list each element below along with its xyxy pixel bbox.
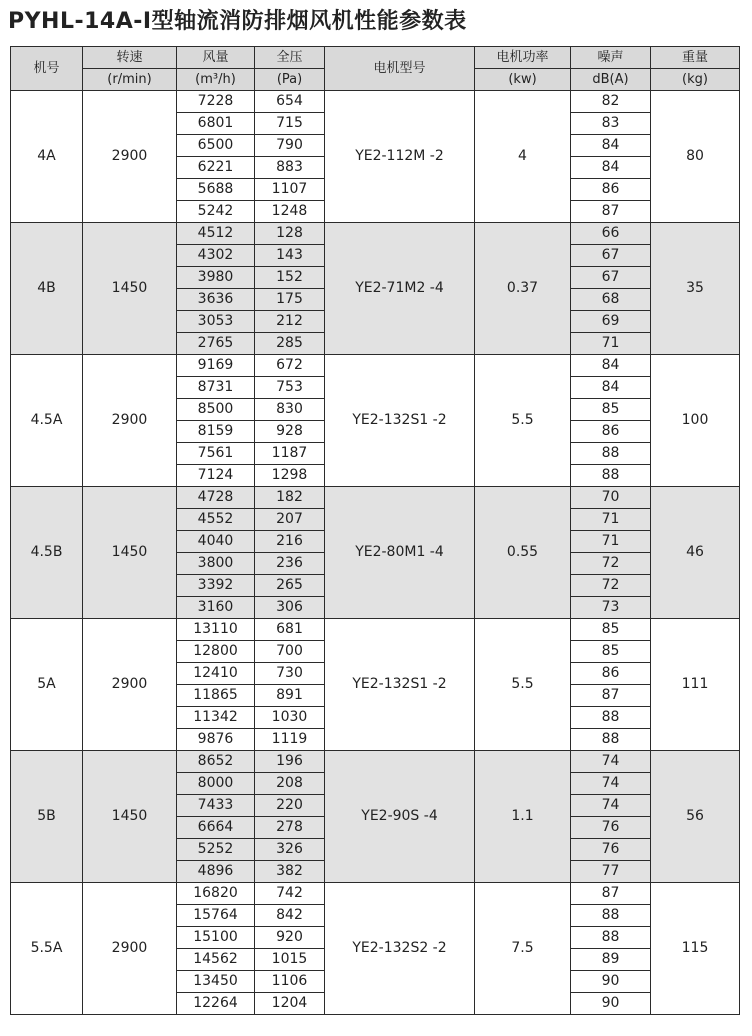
header-weight-unit: (kg) bbox=[651, 69, 740, 91]
airflow-cell: 3980 bbox=[177, 267, 255, 289]
airflow-cell: 9169 bbox=[177, 355, 255, 377]
airflow-cell: 5252 bbox=[177, 839, 255, 861]
table-row bbox=[11, 751, 740, 773]
noise-cell: 90 bbox=[571, 993, 651, 1015]
airflow-cell: 8500 bbox=[177, 399, 255, 421]
airflow-cell: 3053 bbox=[177, 311, 255, 333]
noise-cell: 83 bbox=[571, 113, 651, 135]
noise-cell: 84 bbox=[571, 355, 651, 377]
pressure-cell: 1248 bbox=[255, 201, 325, 223]
pressure-cell: 285 bbox=[255, 333, 325, 355]
noise-cell: 76 bbox=[571, 839, 651, 861]
table-row bbox=[11, 883, 740, 905]
header-pressure: 全压 bbox=[255, 47, 325, 69]
airflow-cell: 3636 bbox=[177, 289, 255, 311]
pressure-cell: 891 bbox=[255, 685, 325, 707]
weight-cell: 100 bbox=[651, 355, 740, 487]
pressure-cell: 1187 bbox=[255, 443, 325, 465]
pressure-cell: 196 bbox=[255, 751, 325, 773]
weight-cell: 35 bbox=[651, 223, 740, 355]
noise-cell: 89 bbox=[571, 949, 651, 971]
noise-cell: 87 bbox=[571, 201, 651, 223]
noise-cell: 84 bbox=[571, 157, 651, 179]
airflow-cell: 4552 bbox=[177, 509, 255, 531]
motor-model-cell: YE2-71M2 -4 bbox=[325, 223, 475, 355]
header-weight: 重量 bbox=[651, 47, 740, 69]
airflow-cell: 6500 bbox=[177, 135, 255, 157]
pressure-cell: 182 bbox=[255, 487, 325, 509]
header-noise: 噪声 bbox=[571, 47, 651, 69]
page-title: PYHL-14A-I型轴流消防排烟风机性能参数表 bbox=[8, 9, 467, 34]
noise-cell: 84 bbox=[571, 377, 651, 399]
noise-cell: 69 bbox=[571, 311, 651, 333]
model-cell: 4A bbox=[11, 91, 83, 223]
pressure-cell: 742 bbox=[255, 883, 325, 905]
pressure-cell: 715 bbox=[255, 113, 325, 135]
noise-cell: 88 bbox=[571, 707, 651, 729]
weight-cell: 56 bbox=[651, 751, 740, 883]
weight-cell: 46 bbox=[651, 487, 740, 619]
motor-model-cell: YE2-132S1 -2 bbox=[325, 355, 475, 487]
header-airflow-unit: (m³/h) bbox=[177, 69, 255, 91]
noise-cell: 85 bbox=[571, 619, 651, 641]
noise-cell: 72 bbox=[571, 575, 651, 597]
model-cell: 5.5A bbox=[11, 883, 83, 1015]
noise-cell: 67 bbox=[571, 245, 651, 267]
pressure-cell: 920 bbox=[255, 927, 325, 949]
airflow-cell: 12410 bbox=[177, 663, 255, 685]
model-cell: 5A bbox=[11, 619, 83, 751]
pressure-cell: 326 bbox=[255, 839, 325, 861]
noise-cell: 85 bbox=[571, 641, 651, 663]
motor-model-cell: YE2-90S -4 bbox=[325, 751, 475, 883]
airflow-cell: 5688 bbox=[177, 179, 255, 201]
pressure-cell: 830 bbox=[255, 399, 325, 421]
pressure-cell: 306 bbox=[255, 597, 325, 619]
noise-cell: 67 bbox=[571, 267, 651, 289]
pressure-cell: 207 bbox=[255, 509, 325, 531]
table-body bbox=[11, 91, 740, 1015]
airflow-cell: 9876 bbox=[177, 729, 255, 751]
speed-cell: 1450 bbox=[83, 751, 177, 883]
airflow-cell: 3392 bbox=[177, 575, 255, 597]
noise-cell: 68 bbox=[571, 289, 651, 311]
pressure-cell: 1298 bbox=[255, 465, 325, 487]
header-pressure-unit: (Pa) bbox=[255, 69, 325, 91]
motor-model-cell: YE2-80M1 -4 bbox=[325, 487, 475, 619]
model-cell: 5B bbox=[11, 751, 83, 883]
pressure-cell: 681 bbox=[255, 619, 325, 641]
pressure-cell: 1204 bbox=[255, 993, 325, 1015]
noise-cell: 66 bbox=[571, 223, 651, 245]
airflow-cell: 15764 bbox=[177, 905, 255, 927]
header-motor-model: 电机型号 bbox=[325, 47, 475, 91]
table-row bbox=[11, 487, 740, 509]
airflow-cell: 11865 bbox=[177, 685, 255, 707]
header-airflow: 风量 bbox=[177, 47, 255, 69]
speed-cell: 2900 bbox=[83, 91, 177, 223]
header-model: 机号 bbox=[11, 47, 83, 91]
pressure-cell: 1119 bbox=[255, 729, 325, 751]
power-cell: 0.55 bbox=[475, 487, 571, 619]
motor-model-cell: YE2-112M -2 bbox=[325, 91, 475, 223]
table-row bbox=[11, 91, 740, 113]
header-noise-unit: dB(A) bbox=[571, 69, 651, 91]
airflow-cell: 13450 bbox=[177, 971, 255, 993]
noise-cell: 85 bbox=[571, 399, 651, 421]
pressure-cell: 700 bbox=[255, 641, 325, 663]
header-power: 电机功率 bbox=[475, 47, 571, 69]
airflow-cell: 7561 bbox=[177, 443, 255, 465]
airflow-cell: 6801 bbox=[177, 113, 255, 135]
power-cell: 5.5 bbox=[475, 619, 571, 751]
table-row bbox=[11, 355, 740, 377]
noise-cell: 82 bbox=[571, 91, 651, 113]
motor-model-cell: YE2-132S2 -2 bbox=[325, 883, 475, 1015]
noise-cell: 90 bbox=[571, 971, 651, 993]
pressure-cell: 128 bbox=[255, 223, 325, 245]
pressure-cell: 790 bbox=[255, 135, 325, 157]
pressure-cell: 265 bbox=[255, 575, 325, 597]
pressure-cell: 842 bbox=[255, 905, 325, 927]
airflow-cell: 4302 bbox=[177, 245, 255, 267]
pressure-cell: 208 bbox=[255, 773, 325, 795]
pressure-cell: 928 bbox=[255, 421, 325, 443]
noise-cell: 70 bbox=[571, 487, 651, 509]
noise-cell: 88 bbox=[571, 443, 651, 465]
header-row-1 bbox=[11, 47, 740, 69]
noise-cell: 74 bbox=[571, 773, 651, 795]
noise-cell: 71 bbox=[571, 509, 651, 531]
pressure-cell: 1015 bbox=[255, 949, 325, 971]
noise-cell: 71 bbox=[571, 531, 651, 553]
pressure-cell: 1106 bbox=[255, 971, 325, 993]
airflow-cell: 7433 bbox=[177, 795, 255, 817]
noise-cell: 86 bbox=[571, 663, 651, 685]
performance-table bbox=[10, 46, 740, 1015]
power-cell: 7.5 bbox=[475, 883, 571, 1015]
weight-cell: 80 bbox=[651, 91, 740, 223]
pressure-cell: 220 bbox=[255, 795, 325, 817]
model-cell: 4.5B bbox=[11, 487, 83, 619]
model-cell: 4B bbox=[11, 223, 83, 355]
noise-cell: 87 bbox=[571, 883, 651, 905]
noise-cell: 71 bbox=[571, 333, 651, 355]
power-cell: 4 bbox=[475, 91, 571, 223]
pressure-cell: 883 bbox=[255, 157, 325, 179]
airflow-cell: 4896 bbox=[177, 861, 255, 883]
airflow-cell: 14562 bbox=[177, 949, 255, 971]
airflow-cell: 8159 bbox=[177, 421, 255, 443]
pressure-cell: 1107 bbox=[255, 179, 325, 201]
airflow-cell: 8731 bbox=[177, 377, 255, 399]
pressure-cell: 654 bbox=[255, 91, 325, 113]
airflow-cell: 13110 bbox=[177, 619, 255, 641]
airflow-cell: 8652 bbox=[177, 751, 255, 773]
noise-cell: 88 bbox=[571, 729, 651, 751]
pressure-cell: 753 bbox=[255, 377, 325, 399]
pressure-cell: 1030 bbox=[255, 707, 325, 729]
pressure-cell: 175 bbox=[255, 289, 325, 311]
pressure-cell: 730 bbox=[255, 663, 325, 685]
airflow-cell: 3800 bbox=[177, 553, 255, 575]
weight-cell: 111 bbox=[651, 619, 740, 751]
airflow-cell: 12800 bbox=[177, 641, 255, 663]
airflow-cell: 15100 bbox=[177, 927, 255, 949]
airflow-cell: 11342 bbox=[177, 707, 255, 729]
table-row bbox=[11, 619, 740, 641]
pressure-cell: 278 bbox=[255, 817, 325, 839]
weight-cell: 115 bbox=[651, 883, 740, 1015]
noise-cell: 88 bbox=[571, 465, 651, 487]
airflow-cell: 12264 bbox=[177, 993, 255, 1015]
noise-cell: 87 bbox=[571, 685, 651, 707]
pressure-cell: 143 bbox=[255, 245, 325, 267]
airflow-cell: 3160 bbox=[177, 597, 255, 619]
airflow-cell: 6664 bbox=[177, 817, 255, 839]
table-row bbox=[11, 223, 740, 245]
noise-cell: 77 bbox=[571, 861, 651, 883]
airflow-cell: 7124 bbox=[177, 465, 255, 487]
noise-cell: 86 bbox=[571, 179, 651, 201]
airflow-cell: 16820 bbox=[177, 883, 255, 905]
speed-cell: 1450 bbox=[83, 223, 177, 355]
pressure-cell: 382 bbox=[255, 861, 325, 883]
pressure-cell: 216 bbox=[255, 531, 325, 553]
power-cell: 5.5 bbox=[475, 355, 571, 487]
noise-cell: 76 bbox=[571, 817, 651, 839]
speed-cell: 2900 bbox=[83, 619, 177, 751]
power-cell: 1.1 bbox=[475, 751, 571, 883]
header-speed: 转速 bbox=[83, 47, 177, 69]
noise-cell: 84 bbox=[571, 135, 651, 157]
pressure-cell: 152 bbox=[255, 267, 325, 289]
noise-cell: 74 bbox=[571, 795, 651, 817]
airflow-cell: 8000 bbox=[177, 773, 255, 795]
model-cell: 4.5A bbox=[11, 355, 83, 487]
airflow-cell: 7228 bbox=[177, 91, 255, 113]
speed-cell: 1450 bbox=[83, 487, 177, 619]
pressure-cell: 672 bbox=[255, 355, 325, 377]
power-cell: 0.37 bbox=[475, 223, 571, 355]
noise-cell: 86 bbox=[571, 421, 651, 443]
speed-cell: 2900 bbox=[83, 355, 177, 487]
airflow-cell: 4728 bbox=[177, 487, 255, 509]
noise-cell: 73 bbox=[571, 597, 651, 619]
noise-cell: 88 bbox=[571, 905, 651, 927]
noise-cell: 88 bbox=[571, 927, 651, 949]
noise-cell: 74 bbox=[571, 751, 651, 773]
airflow-cell: 4040 bbox=[177, 531, 255, 553]
speed-cell: 2900 bbox=[83, 883, 177, 1015]
header-speed-unit: (r/min) bbox=[83, 69, 177, 91]
airflow-cell: 6221 bbox=[177, 157, 255, 179]
pressure-cell: 212 bbox=[255, 311, 325, 333]
motor-model-cell: YE2-132S1 -2 bbox=[325, 619, 475, 751]
airflow-cell: 4512 bbox=[177, 223, 255, 245]
noise-cell: 72 bbox=[571, 553, 651, 575]
header-power-unit: (kw) bbox=[475, 69, 571, 91]
pressure-cell: 236 bbox=[255, 553, 325, 575]
airflow-cell: 5242 bbox=[177, 201, 255, 223]
airflow-cell: 2765 bbox=[177, 333, 255, 355]
